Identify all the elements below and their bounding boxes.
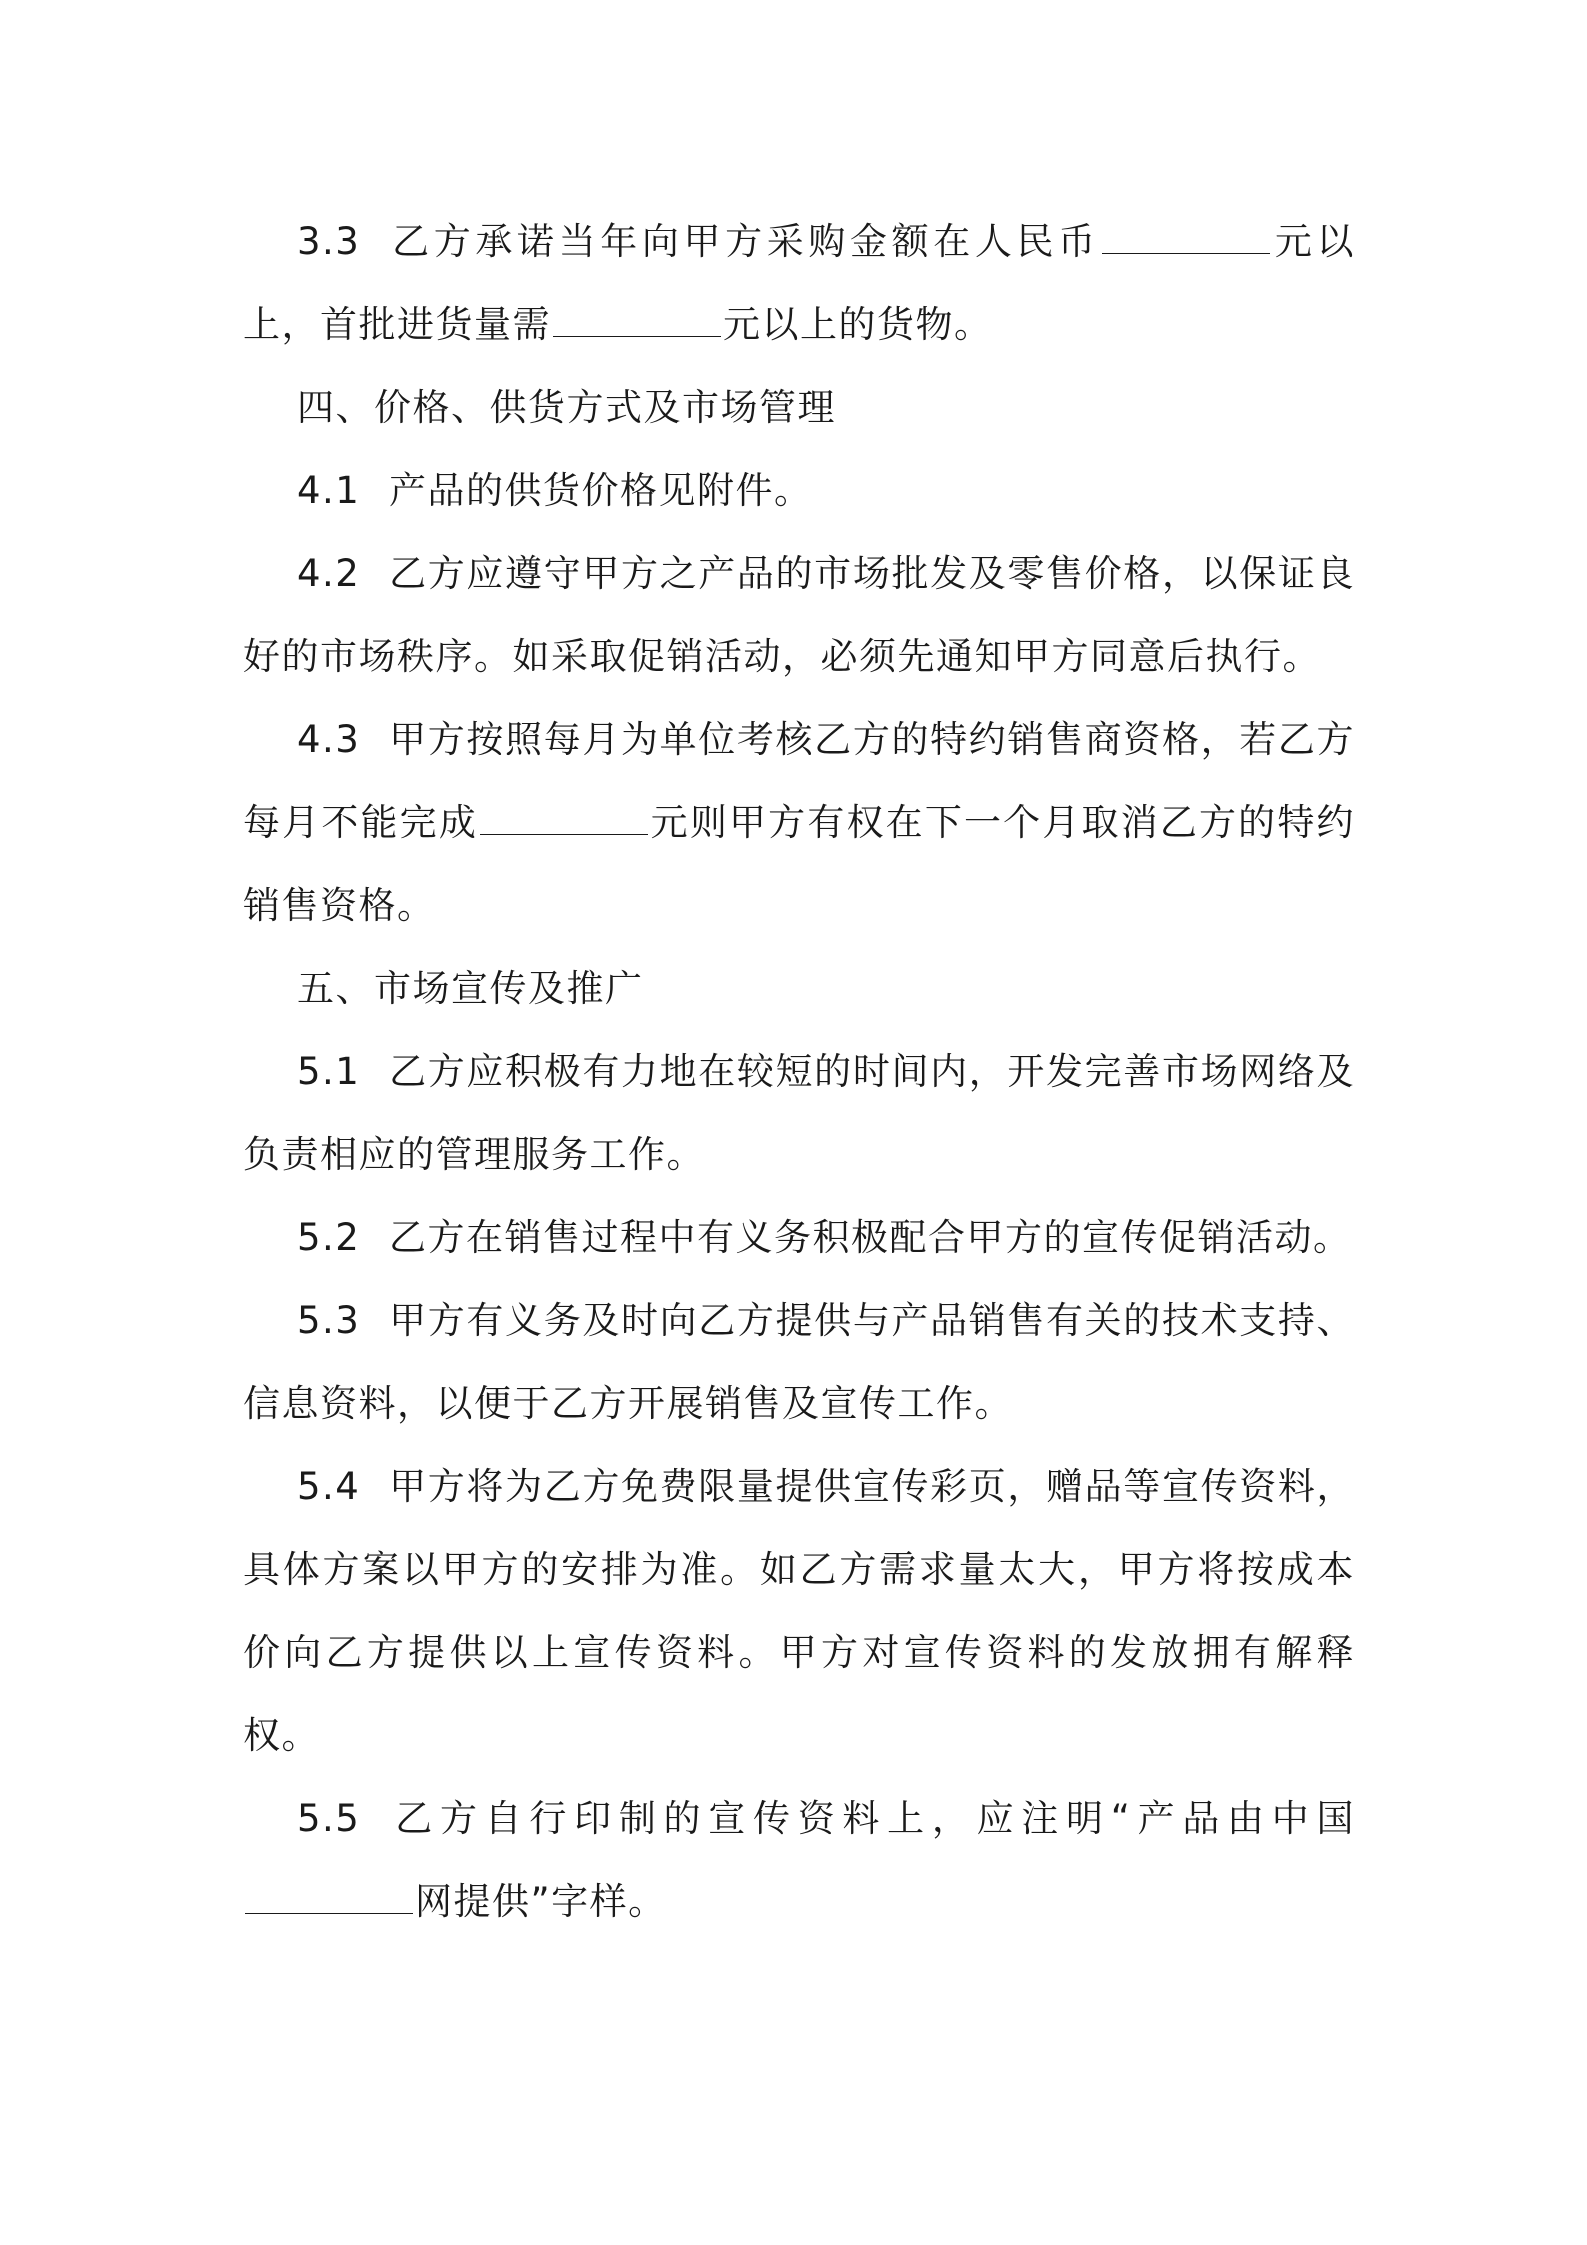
clause-text: 元以上的货物。 <box>723 303 993 346</box>
clause-4-3 <box>243 698 1355 947</box>
clause-number: 4.1 <box>297 469 361 512</box>
clause-number: 5.2 <box>297 1216 361 1259</box>
fill-in-blank <box>245 1883 413 1914</box>
clause-text: 乙方承诺当年向甲方采购金额在人民币 <box>389 220 1100 263</box>
fill-in-blank <box>553 306 721 337</box>
clause-number: 5.5 <box>297 1797 361 1840</box>
clause-text: 乙方应积极有力地在较短的时间内，开发完善市场网络及负责相应的管理服务工作。 <box>243 1050 1355 1176</box>
document-page <box>243 200 1355 1943</box>
clause-text: 乙方自行印制的宣传资料上，应注明“产品由中国 <box>389 1797 1355 1840</box>
clause-text: 乙方在销售过程中有义务积极配合甲方的宣传促销活动。 <box>389 1216 1352 1259</box>
clause-5-2 <box>243 1196 1355 1279</box>
clause-4-2 <box>243 532 1355 698</box>
clause-4-1 <box>243 449 1355 532</box>
clause-text: 甲方将为乙方免费限量提供宣传彩页，赠品等宣传资料，具体方案以甲方的安排为准。如乙方需求量太大，甲方将按成本价向乙方提供以上宣传资料。甲方对宣传资料的发放拥有解释权。 <box>243 1465 1355 1757</box>
clause-5-3 <box>243 1279 1355 1445</box>
clause-5-4 <box>243 1445 1355 1777</box>
section-heading-5: 五、市场宣传及推广 <box>297 967 644 1010</box>
fill-in-blank <box>1102 223 1270 254</box>
clause-number: 5.4 <box>297 1465 361 1508</box>
clause-text: 甲方按照每月为单位考核乙方的特约销售商资格，若乙方每月不能完成 <box>243 718 1355 844</box>
fill-in-blank <box>480 804 648 835</box>
clause-number: 3.3 <box>297 220 361 263</box>
clause-number: 4.2 <box>297 552 361 595</box>
clause-number: 5.3 <box>297 1299 361 1342</box>
clause-number: 5.1 <box>297 1050 361 1093</box>
clause-5-1 <box>243 1030 1355 1196</box>
clause-text: 甲方有义务及时向乙方提供与产品销售有关的技术支持、信息资料，以便于乙方开展销售及宣传工作。 <box>243 1299 1355 1425</box>
section-heading-4: 四、价格、供货方式及市场管理 <box>297 386 836 429</box>
clause-5-5 <box>243 1777 1355 1943</box>
clause-number: 4.3 <box>297 718 361 761</box>
clause-text: 元以上，首批进货量需 <box>243 220 1355 346</box>
clause-text: 元则甲方有权在下一个月取消乙方的特约销售资格。 <box>243 801 1355 927</box>
clause-text: 网提供”字样。 <box>415 1880 667 1923</box>
clause-text: 乙方应遵守甲方之产品的市场批发及零售价格，以保证良好的市场秩序。如采取促销活动，必须先通知甲方同意后执行。 <box>243 552 1355 678</box>
clause-text: 产品的供货价格见附件。 <box>389 469 813 512</box>
clause-3-3 <box>243 200 1355 366</box>
